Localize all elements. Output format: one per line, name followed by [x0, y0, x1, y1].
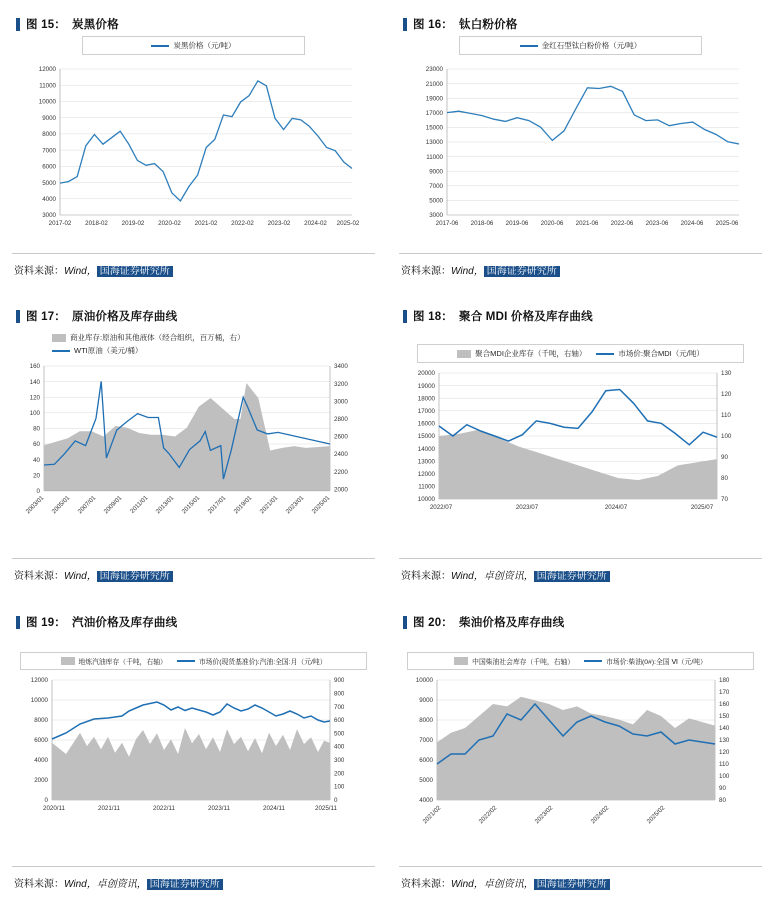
svg-text:7000: 7000 [429, 183, 443, 190]
title-accent-bar [16, 616, 20, 629]
figure-cell-19 [0, 598, 387, 906]
figure-caption: 聚合 MDI 价格及库存曲线 [459, 311, 593, 323]
svg-text:40: 40 [33, 456, 40, 464]
figure-title-16 [403, 16, 762, 32]
legend-item [596, 348, 703, 359]
source-note-16 [401, 262, 560, 277]
legend-label: 市场价:聚合MDI（元/吨） [618, 349, 704, 358]
chart-svg-19 [12, 672, 375, 832]
source-note-20 [401, 875, 610, 890]
figure-title-15 [16, 16, 375, 32]
title-accent-bar [403, 616, 407, 629]
svg-text:100: 100 [29, 410, 40, 417]
svg-text:2023-02: 2023-02 [267, 220, 291, 227]
svg-text:2019-02: 2019-02 [121, 220, 145, 227]
svg-text:19000: 19000 [425, 95, 443, 103]
svg-text:8000: 8000 [34, 717, 48, 725]
svg-text:2025-02: 2025-02 [336, 220, 360, 227]
y-tick-labels [39, 66, 57, 219]
x-tick-labels [25, 494, 332, 515]
figure-number: 图 19： [26, 617, 66, 629]
chart-svg-20 [399, 672, 762, 837]
source-prefix: 资料来源： [401, 571, 451, 582]
figure-caption: 钛白粉价格 [459, 19, 518, 31]
figure-number: 图 16： [413, 19, 453, 31]
svg-text:11000: 11000 [426, 153, 443, 161]
svg-text:170: 170 [719, 689, 730, 697]
figure-number: 图 18： [413, 311, 453, 323]
svg-text:130: 130 [721, 370, 732, 378]
svg-text:2017-02: 2017-02 [48, 220, 72, 227]
legend-item [177, 656, 327, 666]
svg-text:2007/01: 2007/01 [76, 494, 98, 516]
figure-cell-17 [0, 292, 387, 598]
legend-area-swatch [61, 657, 75, 665]
legend-area-swatch [454, 657, 468, 665]
title-accent-bar [16, 18, 20, 31]
source-provider: Wind， [64, 879, 97, 890]
chart-legend-17 [52, 332, 375, 356]
svg-text:2025/02: 2025/02 [645, 804, 667, 826]
svg-text:10000: 10000 [417, 496, 435, 504]
legend-line-swatch [177, 660, 195, 662]
svg-text:5000: 5000 [42, 179, 56, 187]
source-provider: Wind， [451, 879, 484, 890]
svg-text:2025-06: 2025-06 [715, 220, 739, 227]
source-provider: Wind， [64, 571, 97, 582]
svg-text:130: 130 [719, 737, 730, 745]
svg-text:10000: 10000 [38, 98, 56, 106]
legend-line-swatch [52, 350, 70, 352]
svg-text:13000: 13000 [417, 458, 435, 466]
svg-text:11000: 11000 [418, 483, 435, 491]
svg-text:600: 600 [334, 717, 345, 725]
series-area-gasoline-inventory [52, 728, 330, 800]
chart-svg-17 [12, 358, 375, 543]
source-divider-16 [399, 253, 762, 254]
svg-text:60: 60 [33, 441, 40, 449]
svg-text:2023/01: 2023/01 [284, 494, 306, 516]
svg-text:18000: 18000 [417, 395, 435, 403]
y-tick-labels-right [721, 370, 732, 503]
svg-text:2020/11: 2020/11 [43, 805, 65, 812]
figure-caption: 炭黑价格 [72, 19, 119, 31]
svg-text:20000: 20000 [417, 370, 435, 378]
svg-text:9000: 9000 [429, 168, 443, 176]
legend-label: 聚合MDI企业库存（千吨，右轴） [475, 349, 587, 358]
source-prefix: 资料来源： [401, 266, 451, 277]
svg-text:4000: 4000 [34, 757, 48, 765]
svg-text:9000: 9000 [419, 697, 433, 705]
legend-item [520, 40, 642, 51]
svg-text:90: 90 [721, 454, 728, 462]
svg-text:2019-06: 2019-06 [505, 220, 529, 227]
svg-text:2017-06: 2017-06 [435, 220, 459, 227]
svg-text:2018-02: 2018-02 [85, 220, 108, 227]
y-tick-labels [426, 66, 444, 219]
svg-text:2022/02: 2022/02 [477, 804, 499, 826]
svg-text:110: 110 [721, 412, 731, 420]
gridlines [447, 69, 739, 215]
chart-legend-19 [20, 652, 367, 670]
chart-18 [399, 365, 762, 525]
source-divider-20 [399, 866, 762, 867]
figure-cell-16 [387, 0, 774, 292]
svg-text:300: 300 [334, 757, 345, 764]
svg-text:6000: 6000 [419, 757, 433, 765]
source-provider: Wind， [451, 266, 484, 277]
svg-text:2400: 2400 [334, 451, 348, 459]
source-divider-18 [399, 558, 762, 559]
title-accent-bar [16, 310, 20, 323]
x-tick-labels [49, 220, 360, 227]
source-prefix: 资料来源： [14, 571, 64, 582]
svg-text:2005/01: 2005/01 [50, 494, 72, 516]
svg-text:700: 700 [334, 703, 345, 711]
legend-label: 金红石型钛白粉价格（元/吨） [541, 41, 642, 50]
svg-text:2021/02: 2021/02 [421, 804, 443, 826]
figure-number: 图 20： [413, 617, 453, 629]
svg-text:2025/07: 2025/07 [690, 504, 714, 511]
x-tick-labels [43, 805, 337, 812]
svg-text:400: 400 [334, 743, 345, 751]
legend-label: 中国柴油社会库存（千吨，右轴） [472, 659, 575, 666]
source-divider-19 [12, 866, 375, 867]
source-note-18 [401, 567, 610, 582]
y-tick-labels-left [418, 370, 436, 503]
chart-svg-16 [399, 57, 762, 237]
svg-text:3000: 3000 [42, 212, 56, 220]
svg-text:4000: 4000 [42, 196, 56, 203]
series-line-tio2 [447, 86, 739, 144]
svg-text:900: 900 [334, 677, 345, 685]
gridlines [60, 69, 352, 215]
figure-number: 图 15： [26, 19, 66, 31]
y-tick-labels-right [719, 677, 730, 804]
svg-text:160: 160 [719, 701, 730, 709]
svg-text:2015/01: 2015/01 [180, 494, 202, 516]
chart-legend-18 [417, 344, 744, 363]
svg-text:150: 150 [719, 713, 730, 721]
svg-text:12000: 12000 [38, 66, 56, 74]
svg-text:2022-02: 2022-02 [231, 220, 254, 227]
source-divider-17 [12, 558, 375, 559]
legend-item [52, 345, 142, 356]
svg-text:12000: 12000 [417, 471, 435, 478]
source-institution: 国海证券研究所 [97, 571, 173, 582]
svg-text:2018-06: 2018-06 [470, 220, 494, 227]
svg-text:14000: 14000 [417, 445, 435, 453]
source-note-17 [14, 567, 173, 582]
svg-text:3200: 3200 [334, 380, 348, 388]
svg-text:2023/02: 2023/02 [533, 804, 555, 826]
svg-text:120: 120 [719, 749, 730, 757]
svg-text:2024/02: 2024/02 [589, 804, 611, 826]
title-accent-bar [403, 18, 407, 31]
svg-text:15000: 15000 [417, 433, 435, 441]
svg-text:7000: 7000 [42, 147, 56, 155]
chart-19 [12, 672, 375, 832]
svg-text:17000: 17000 [417, 408, 435, 415]
x-tick-labels [430, 504, 714, 511]
legend-label: 炭黑价格（元/吨） [173, 41, 236, 50]
figure-title-17 [16, 308, 375, 324]
source-note-15 [14, 262, 173, 277]
svg-text:2024-06: 2024-06 [680, 220, 704, 227]
chart-legend-20 [407, 652, 754, 670]
svg-text:2021-06: 2021-06 [575, 220, 599, 227]
svg-text:120: 120 [29, 394, 40, 402]
legend-label: 市场价:柴油(0#):全国 Ⅵ（元/吨） [606, 659, 707, 666]
svg-text:100: 100 [721, 433, 732, 441]
svg-text:2200: 2200 [334, 468, 348, 476]
svg-text:2023/11: 2023/11 [208, 805, 230, 812]
legend-item [151, 40, 235, 51]
chart-svg-18 [399, 365, 762, 525]
svg-text:70: 70 [721, 496, 728, 504]
title-accent-bar [403, 310, 407, 323]
svg-text:16000: 16000 [417, 420, 435, 428]
svg-text:10000: 10000 [30, 697, 48, 705]
svg-text:160: 160 [29, 363, 40, 371]
svg-text:200: 200 [334, 770, 345, 778]
svg-text:2020-06: 2020-06 [540, 220, 564, 227]
y-tick-labels-left [30, 363, 41, 495]
svg-text:120: 120 [721, 391, 732, 399]
y-tick-labels-right [334, 677, 345, 804]
source-provider: Wind， [64, 266, 97, 277]
svg-text:0: 0 [334, 796, 338, 804]
svg-text:2022/11: 2022/11 [153, 805, 175, 812]
source-provider2: 卓创资讯， [483, 571, 534, 582]
svg-text:180: 180 [719, 677, 730, 685]
svg-text:2013/01: 2013/01 [154, 494, 176, 516]
svg-text:2000: 2000 [334, 486, 348, 494]
svg-text:0: 0 [36, 488, 40, 495]
svg-text:4000: 4000 [419, 797, 433, 805]
x-tick-labels [436, 220, 739, 227]
figure-cell-20 [387, 598, 774, 906]
svg-text:80: 80 [719, 797, 726, 805]
chart-20 [399, 672, 762, 837]
svg-text:23000: 23000 [425, 66, 443, 74]
svg-text:11000: 11000 [39, 82, 56, 90]
source-provider2: 卓创资讯， [483, 879, 534, 890]
y-tick-labels-left [31, 677, 49, 804]
svg-text:2024-02: 2024-02 [304, 220, 327, 227]
series-line-carbon-black [60, 81, 352, 201]
svg-text:110: 110 [719, 761, 729, 769]
source-institution: 国海证券研究所 [147, 879, 223, 890]
source-note-19 [14, 875, 223, 890]
source-prefix: 资料来源： [14, 879, 64, 890]
svg-text:2017/01: 2017/01 [206, 494, 228, 516]
svg-text:2022/07: 2022/07 [429, 504, 453, 511]
legend-item [52, 332, 245, 343]
svg-text:2009/01: 2009/01 [102, 494, 124, 516]
svg-text:17000: 17000 [425, 110, 443, 117]
svg-text:90: 90 [719, 785, 726, 793]
figure-caption: 柴油价格及库存曲线 [459, 617, 565, 629]
chart-15 [12, 57, 375, 237]
legend-item [454, 656, 574, 666]
chart-svg-15 [12, 57, 375, 237]
svg-text:10000: 10000 [415, 677, 433, 685]
svg-text:100: 100 [334, 783, 345, 791]
legend-label: 地炼汽油库存（千吨，右轴） [78, 659, 167, 666]
svg-text:2019/01: 2019/01 [232, 494, 254, 516]
x-tick-labels [422, 804, 667, 825]
svg-text:80: 80 [33, 425, 40, 433]
svg-text:2021/01: 2021/01 [258, 494, 280, 516]
svg-text:2022-06: 2022-06 [610, 220, 634, 227]
figure-cell-15 [0, 0, 387, 292]
chart-legend-15 [82, 36, 305, 55]
figure-cell-18 [387, 292, 774, 598]
legend-line-swatch [151, 45, 169, 47]
source-prefix: 资料来源： [14, 266, 64, 277]
svg-text:2020-02: 2020-02 [158, 220, 181, 227]
source-institution: 国海证券研究所 [484, 266, 560, 277]
series-area-oil-inventory [44, 383, 330, 491]
svg-text:21000: 21000 [425, 80, 443, 88]
svg-text:8000: 8000 [42, 131, 56, 139]
svg-text:140: 140 [29, 378, 40, 386]
svg-text:8000: 8000 [419, 717, 433, 725]
series-area-diesel-inventory [437, 697, 715, 800]
svg-text:9000: 9000 [42, 114, 56, 122]
legend-item [457, 348, 586, 359]
figure-title-20 [403, 614, 762, 630]
svg-text:19000: 19000 [417, 382, 435, 390]
legend-item [584, 656, 707, 666]
svg-text:2600: 2600 [334, 433, 348, 441]
chart-17 [12, 358, 375, 543]
svg-text:5000: 5000 [429, 197, 443, 205]
figure-number: 图 17： [26, 311, 66, 323]
svg-text:2000: 2000 [34, 777, 48, 785]
svg-text:2023-06: 2023-06 [645, 220, 669, 227]
svg-text:6000: 6000 [34, 737, 48, 745]
svg-text:500: 500 [334, 730, 345, 738]
svg-text:140: 140 [719, 725, 730, 733]
source-provider2: 卓创资讯， [96, 879, 147, 890]
figure-caption: 原油价格及库存曲线 [72, 311, 178, 323]
figure-title-18 [403, 308, 762, 324]
svg-text:800: 800 [334, 690, 345, 698]
legend-line-swatch [596, 353, 614, 355]
svg-text:2021/11: 2021/11 [98, 805, 120, 812]
svg-text:2024/11: 2024/11 [263, 805, 285, 812]
svg-text:6000: 6000 [42, 163, 56, 171]
legend-line-swatch [584, 660, 602, 662]
svg-text:3000: 3000 [429, 212, 443, 220]
source-prefix: 资料来源： [401, 879, 451, 890]
svg-text:20: 20 [33, 472, 40, 480]
svg-text:7000: 7000 [419, 737, 433, 745]
source-institution: 国海证券研究所 [534, 879, 610, 890]
figure-title-19 [16, 614, 375, 630]
svg-text:2025/01: 2025/01 [310, 494, 332, 516]
svg-text:5000: 5000 [419, 777, 433, 785]
svg-text:12000: 12000 [30, 677, 48, 685]
legend-area-swatch [52, 334, 66, 342]
legend-line-swatch [520, 45, 538, 47]
svg-text:3400: 3400 [334, 363, 348, 371]
svg-text:2023/07: 2023/07 [515, 504, 539, 511]
chart-legend-16 [459, 36, 702, 55]
legend-item [61, 656, 167, 666]
legend-area-swatch [457, 350, 471, 358]
y-tick-labels-right [334, 363, 348, 493]
svg-text:15000: 15000 [425, 124, 443, 132]
svg-text:80: 80 [721, 475, 728, 483]
source-institution: 国海证券研究所 [534, 571, 610, 582]
legend-label: 商业库存:原油和其他液体（经合组织，百万桶，右） [70, 333, 245, 342]
legend-label: 市场价(现货基准价):汽油:全国:月（元/吨） [198, 659, 327, 666]
svg-text:2025/11: 2025/11 [315, 805, 337, 812]
svg-text:2024/07: 2024/07 [604, 504, 628, 511]
svg-text:2003/01: 2003/01 [24, 494, 46, 516]
y-tick-labels-left [416, 677, 434, 804]
svg-text:100: 100 [719, 773, 730, 781]
svg-text:2011/01: 2011/01 [128, 494, 150, 515]
series-area-mdi-inventory [439, 430, 717, 499]
legend-label: WTI原油（美元/桶） [74, 346, 143, 355]
svg-text:0: 0 [44, 797, 48, 805]
svg-text:3000: 3000 [334, 398, 348, 406]
svg-text:2800: 2800 [334, 416, 348, 423]
source-divider-15 [12, 253, 375, 254]
source-provider: Wind， [451, 571, 484, 582]
figure-caption: 汽油价格及库存曲线 [72, 617, 178, 629]
source-institution: 国海证券研究所 [97, 266, 173, 277]
series-line-gasoline-price [52, 702, 330, 739]
chart-16 [399, 57, 762, 237]
svg-text:2021-02: 2021-02 [194, 220, 218, 227]
svg-text:13000: 13000 [425, 139, 443, 147]
